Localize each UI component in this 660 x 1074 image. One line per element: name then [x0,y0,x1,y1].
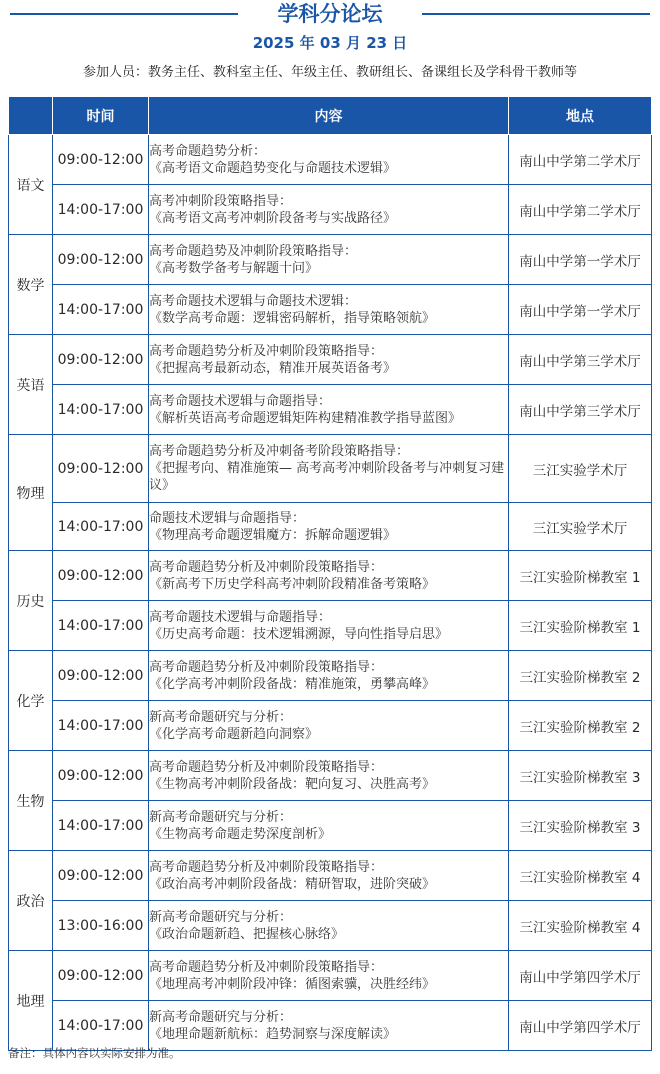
time-cell: 13:00-16:00 [53,901,149,951]
time-cell: 14:00-17:00 [53,285,149,335]
time-cell: 14:00-17:00 [53,1001,149,1051]
table-row [9,801,652,851]
session-topic: 高考命题趋势分析及冲刺阶段策略指导： [149,659,384,675]
place-cell: 南山中学第四学术厅 [509,951,652,1001]
time-cell: 09:00-12:00 [53,751,149,801]
place-cell: 三江实验阶梯教室 1 [509,601,652,651]
session-title: 《高考语文高考冲刺阶段备考与实战路径》 [149,210,397,226]
content-cell [149,851,509,901]
table-row [9,335,652,385]
session-title: 《数学高考命题：逻辑密码解析，指导策略领航》 [149,310,436,326]
table-row [9,651,652,701]
subject-cell: 英语 [9,335,53,435]
content-cell [149,951,509,1001]
table-row [9,285,652,335]
title-divider-right [422,13,650,15]
place-cell: 三江实验阶梯教室 1 [509,551,652,601]
session-title: 《新高考下历史学科高考冲刺阶段精准备考策略》 [149,576,436,592]
header-content: 内容 [149,97,509,135]
header-time: 时间 [53,97,149,135]
time-cell: 09:00-12:00 [53,335,149,385]
session-title: 《物理高考命题逻辑魔方：拆解命题逻辑》 [149,527,397,543]
table-row [9,1001,652,1051]
table-row [9,751,652,801]
time-cell: 14:00-17:00 [53,601,149,651]
session-title: 《把握高考最新动态，精准开展英语备考》 [149,360,397,376]
session-topic: 高考命题技术逻辑与命题指导： [149,609,332,625]
place-cell: 三江实验学术厅 [509,435,652,503]
place-cell: 三江实验阶梯教室 3 [509,801,652,851]
subject-cell: 物理 [9,435,53,551]
header-place: 地点 [509,97,652,135]
place-cell: 南山中学第二学术厅 [509,135,652,185]
time-cell: 14:00-17:00 [53,701,149,751]
session-title: 《政治命题新趋、把握核心脉络》 [149,926,345,942]
session-title: 《政治高考冲刺阶段备战：精研智取，进阶突破》 [149,876,436,892]
content-cell [149,435,509,503]
table-row [9,235,652,285]
session-title: 《化学高考命题新趋向洞察》 [149,726,319,742]
session-title: 《化学高考冲刺阶段备战：精准施策，勇攀高峰》 [149,676,436,692]
subject-cell: 语文 [9,135,53,235]
table-row [9,435,652,503]
place-cell: 三江实验阶梯教室 2 [509,651,652,701]
content-cell [149,751,509,801]
table-row [9,851,652,901]
subject-cell: 地理 [9,951,53,1051]
session-title: 《解析英语高考命题逻辑矩阵构建精准教学指导蓝图》 [149,410,462,426]
session-title: 《地理高考冲刺阶段冲锋：循图索骥，决胜经纬》 [149,976,436,992]
place-cell: 三江实验阶梯教室 4 [509,851,652,901]
table-row [9,185,652,235]
session-topic: 高考命题趋势分析及冲刺阶段策略指导： [149,343,384,359]
session-title: 《历史高考命题：技术逻辑溯源，导向性指导启思》 [149,626,449,642]
table-row [9,503,652,551]
time-cell: 09:00-12:00 [53,435,149,503]
session-topic: 高考命题趋势分析及冲刺备考阶段策略指导： [149,444,410,459]
session-topic: 新高考命题研究与分析： [149,809,293,825]
content-cell [149,335,509,385]
place-cell: 三江实验阶梯教室 2 [509,701,652,751]
table-row [9,601,652,651]
session-title: 《高考数学备考与解题十问》 [149,260,319,276]
session-topic: 高考冲刺阶段策略指导： [149,193,293,209]
session-title: 《地理命题新航标：趋势洞察与深度解读》 [149,1026,397,1042]
table-row [9,701,652,751]
content-cell [149,135,509,185]
participants-line: 参加人员：教务主任、教科室主任、年级主任、教研组长、备课组长及学科骨干教师等 [82,65,577,80]
session-topic: 高考命题趋势分析： [149,143,267,159]
page-title: 学科分论坛 [277,2,383,26]
content-cell [149,551,509,601]
header-subject [9,97,53,135]
content-cell [149,1001,509,1051]
session-topic: 新高考命题研究与分析： [149,909,293,925]
place-cell: 三江实验阶梯教室 4 [509,901,652,951]
place-cell: 三江实验阶梯教室 3 [509,751,652,801]
table-row [9,385,652,435]
table-row [9,135,652,185]
session-topic: 高考命题趋势分析及冲刺阶段策略指导： [149,959,384,975]
session-topic: 高考命题趋势分析及冲刺阶段策略指导： [149,859,384,875]
place-cell: 南山中学第三学术厅 [509,335,652,385]
session-topic: 高考命题趋势分析及冲刺阶段策略指导： [149,759,384,775]
content-cell [149,385,509,435]
table-row [9,901,652,951]
subject-cell: 政治 [9,851,53,951]
content-cell [149,651,509,701]
subject-cell: 化学 [9,651,53,751]
place-cell: 南山中学第四学术厅 [509,1001,652,1051]
session-topic: 高考命题技术逻辑与命题技术逻辑： [149,293,358,309]
footnote: 备注：具体内容以实际安排为准。 [8,1046,181,1060]
schedule-body [9,135,652,1051]
subject-cell: 历史 [9,551,53,651]
table-row [9,551,652,601]
content-cell [149,235,509,285]
place-cell: 南山中学第一学术厅 [509,235,652,285]
title-row [0,0,660,30]
session-topic: 高考命题趋势分析及冲刺阶段策略指导： [149,559,384,575]
table-row [9,951,652,1001]
session-topic: 新高考命题研究与分析： [149,1009,293,1025]
schedule-table [8,96,652,1051]
time-cell: 09:00-12:00 [53,951,149,1001]
session-topic: 命题技术逻辑与命题指导： [149,510,306,526]
time-cell: 14:00-17:00 [53,801,149,851]
place-cell: 南山中学第三学术厅 [509,385,652,435]
time-cell: 14:00-17:00 [53,503,149,551]
subject-cell: 生物 [9,751,53,851]
session-title: 《生物高考冲刺阶段备战：靶向复习、决胜高考》 [149,776,436,792]
place-cell: 南山中学第一学术厅 [509,285,652,335]
content-cell [149,701,509,751]
session-title: 《高考语文命题趋势变化与命题技术逻辑》 [149,160,397,176]
time-cell: 09:00-12:00 [53,851,149,901]
content-cell [149,801,509,851]
content-cell [149,601,509,651]
time-cell: 09:00-12:00 [53,135,149,185]
content-cell [149,285,509,335]
content-cell [149,901,509,951]
session-topic: 新高考命题研究与分析： [149,709,293,725]
content-cell [149,185,509,235]
event-date: 2025 年 03 月 23 日 [252,34,408,52]
session-title: 《生物高考命题走势深度剖析》 [149,826,332,842]
place-cell: 南山中学第二学术厅 [509,185,652,235]
time-cell: 14:00-17:00 [53,385,149,435]
table-header-row [9,97,652,135]
subject-cell: 数学 [9,235,53,335]
session-topic: 高考命题技术逻辑与命题指导： [149,393,332,409]
time-cell: 09:00-12:00 [53,551,149,601]
session-topic: 高考命题趋势及冲刺阶段策略指导： [149,243,358,259]
time-cell: 09:00-12:00 [53,235,149,285]
content-cell [149,503,509,551]
session-title: 《把握考向、精准施策— 高考高考冲刺阶段备考与冲刺复习建议》 [149,461,505,493]
time-cell: 14:00-17:00 [53,185,149,235]
time-cell: 09:00-12:00 [53,651,149,701]
place-cell: 三江实验学术厅 [509,503,652,551]
